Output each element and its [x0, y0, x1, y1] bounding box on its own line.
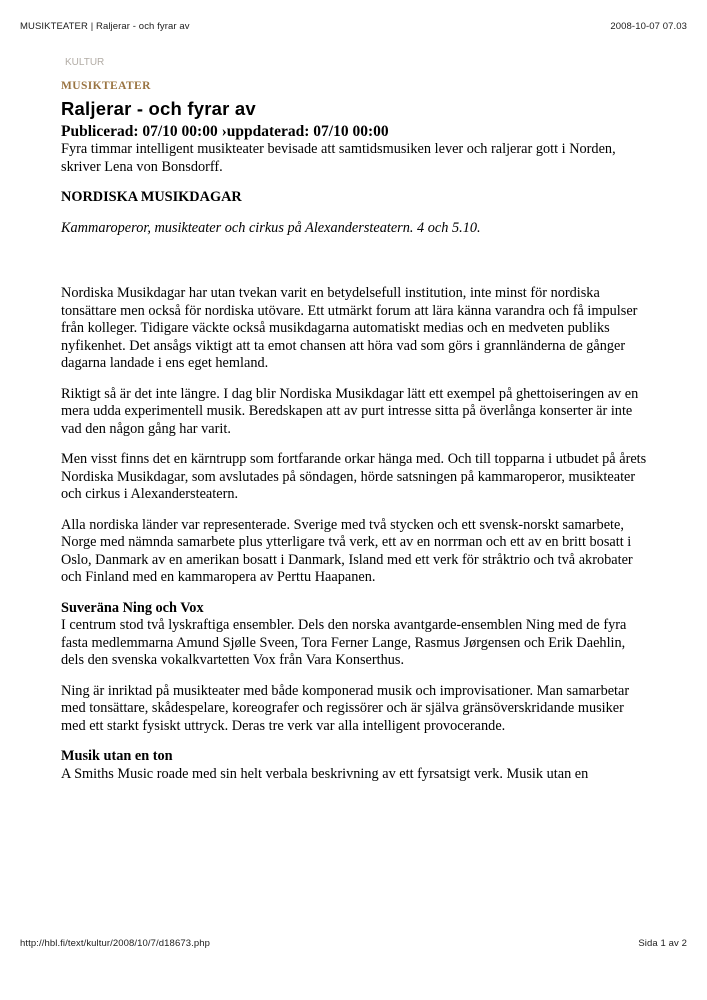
article-paragraph: Riktigt så är det inte längre. I dag blir Nordiska Musikdagar lätt ett exempel på ghettoiseringen av en mera udda experimentell musik. Beredskapen att av purt intresse sitta på överlånga konserter är inte vad den någon gång har varit. [61, 385, 639, 437]
print-footer-page-indicator: Sida 1 av 2 [638, 938, 687, 949]
event-heading: NORDISKA MUSIKDAGAR [61, 189, 242, 205]
subsection-text: A Smiths Music roade med sin helt verbala beskrivning av ett fyrsatsigt verk. Musik utan en [61, 765, 589, 782]
article-subsection [61, 748, 647, 783]
event-details: Kammaroperor, musikteater och cirkus på Alexandersteatern. 4 och 5.10. [61, 219, 481, 236]
article-paragraph: Ning är inriktad på musikteater med både komponerad musik och improvisationer. Man samarbetar med tonsättare, skådespelare, koreografer och regissörer och är själva gränsöverskridande musiker med ett starkt fysiskt uttryck. Deras tre verk var alla intelligent provocerande. [61, 682, 630, 734]
article [61, 57, 647, 796]
category-label: MUSIKTEATER [61, 80, 151, 92]
subsection-text: I centrum stod två lyskraftiga ensembler. Dels den norska avantgarde-ensemblen Ning med de fyra fasta medlemmarna Amund Sjølle Sveen, Tora Ferner Lange, Rasmus Jørgensen och Erik Daehlin, dels den svenska vokalkvartetten Vox från Vara Konserthus. [61, 617, 627, 668]
print-footer [20, 938, 687, 949]
section-label: KULTUR [65, 57, 105, 68]
article-paragraph: Men visst finns det en kärntrupp som fortfarande orkar hänga med. Och till topparna i utbudet på årets Nordiska Musikdagar, som avslutades på söndagen, hörde satsningen på kammaroperor, musikteater och cirkus i Alexandersteatern. [61, 451, 647, 502]
publish-line: Publicerad: 07/10 00:00 ›uppdaterad: 07/10 00:00 [61, 123, 389, 140]
article-paragraph: Alla nordiska länder var representerade. Sverige med två stycken och ett svensk-norskt samarbete, Norge med nämnda samarbete plus ytterligare två verk, ett av en norrman och ett av en britt bosatt i Oslo, Danmark av en amerikan bosatt i Danmark, Island med ett verk för stråktrio och två akrobater och Finland med en kammaropera av Perttu Haapanen. [61, 516, 633, 585]
subsection-heading: Suveräna Ning och Vox [61, 599, 204, 616]
print-header [20, 21, 687, 32]
subsection-heading: Musik utan en ton [61, 748, 173, 764]
article-title: Raljerar - och fyrar av [61, 98, 256, 119]
print-header-timestamp: 2008-10-07 07.03 [610, 21, 687, 32]
article-paragraph: Nordiska Musikdagar har utan tvekan varit en betydelsefull institution, inte minst för nordiska tonsättare men också för nordiska utövare. Ett utmärkt forum att lära känna varandra och få impulser från kolleger. Tidigare väckte också musikdagarna automatiskt medias och en medveten publiks nyfikenhet. Det ansågs viktigt att ta emot chansen att höra vad som görs i grannländerna de gånger dagarna landade i ens eget hemland. [61, 285, 638, 371]
print-footer-url: http://hbl.fi/text/kultur/2008/10/7/d18673.php [20, 938, 210, 949]
article-lead: Fyra timmar intelligent musikteater bevisade att samtidsmusiken lever och raljerar gott i Norden, skriver Lena von Bonsdorff. [61, 141, 616, 175]
print-header-document-title: MUSIKTEATER | Raljerar - och fyrar av [20, 21, 190, 32]
article-subsection [61, 600, 647, 670]
